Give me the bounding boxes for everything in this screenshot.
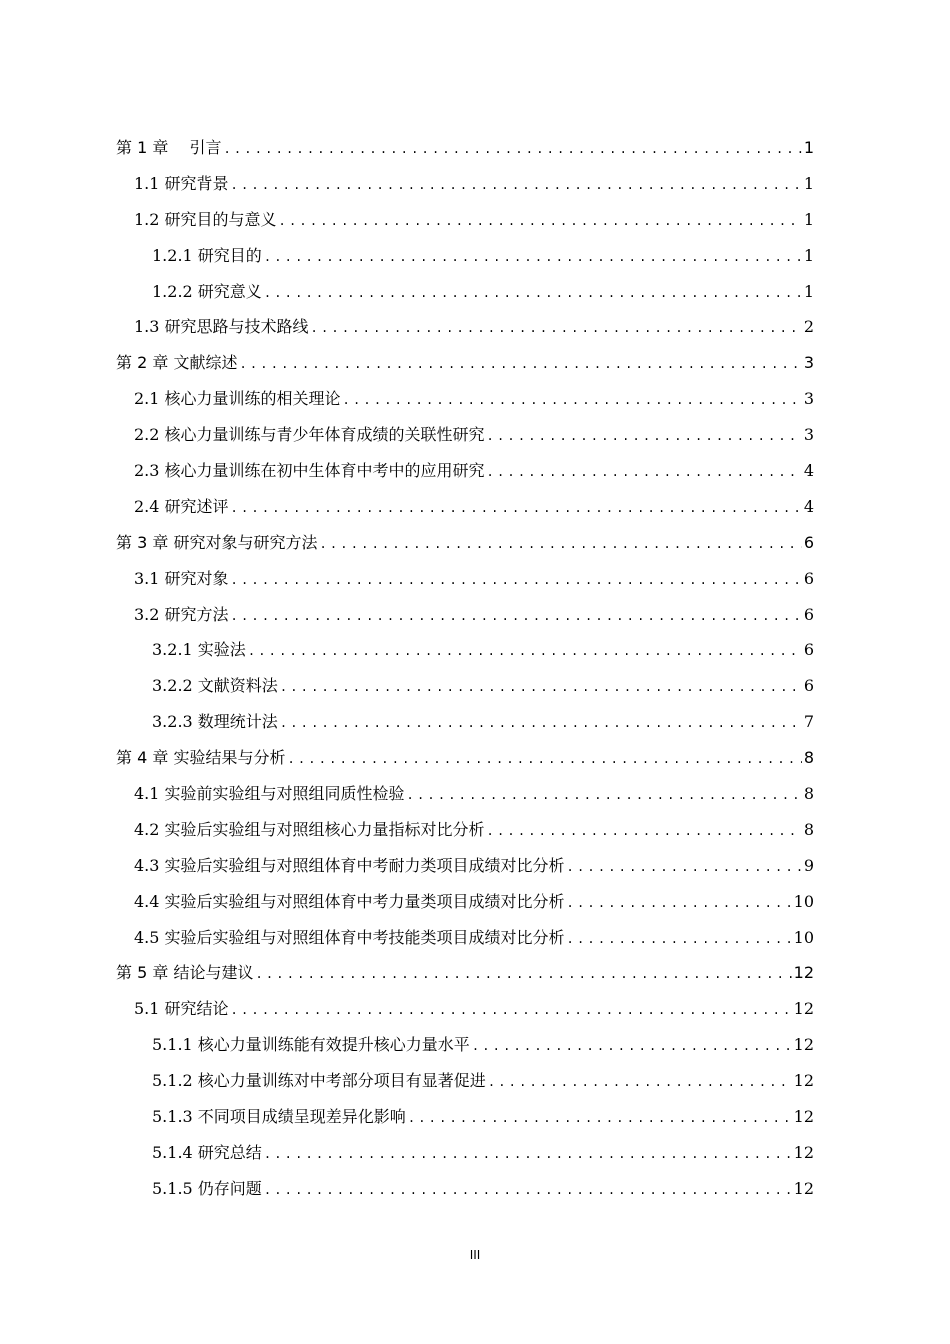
- toc-entry-title: 1.2.1 研究目的: [152, 245, 262, 265]
- dot-leader: [319, 537, 801, 551]
- toc-entry-title: 第 2 章 文献综述: [116, 353, 238, 373]
- toc-entry-page: 6: [803, 676, 814, 696]
- toc-section-entry[interactable]: [116, 1068, 814, 1104]
- dot-leader: [264, 250, 802, 264]
- toc-entry-page: 8: [803, 748, 814, 768]
- toc-entry-page: 9: [803, 855, 814, 875]
- dot-leader: [231, 501, 802, 515]
- dot-leader: [248, 644, 802, 658]
- toc-entry-title: 1.3 研究思路与技术路线: [134, 317, 309, 337]
- toc-entry-page: 7: [803, 712, 814, 732]
- toc-entry-title: 3.2 研究方法: [134, 604, 229, 624]
- toc-chapter-entry[interactable]: [116, 530, 814, 566]
- toc-entry-title: 1.2 研究目的与意义: [134, 209, 277, 229]
- toc-entry-page: 10: [793, 927, 814, 947]
- toc-chapter-entry[interactable]: [116, 745, 814, 781]
- toc-entry-page: 1: [803, 138, 814, 157]
- toc-entry-page: 1: [803, 209, 814, 229]
- toc-entry-page: 10: [793, 891, 814, 911]
- toc-entry-title: 4.3 实验后实验组与对照组体育中考耐力类项目成绩对比分析: [134, 855, 565, 875]
- dot-leader: [223, 142, 801, 156]
- dot-leader: [239, 357, 801, 371]
- dot-leader: [567, 896, 792, 910]
- toc-entry-title: 5.1 研究结论: [134, 999, 229, 1019]
- toc-entry-page: 12: [793, 1071, 814, 1091]
- toc-section-entry[interactable]: [116, 207, 814, 243]
- toc-entry-title: 2.4 研究述评: [134, 496, 229, 516]
- dot-leader: [487, 465, 802, 479]
- dot-leader: [311, 321, 802, 335]
- dot-leader: [487, 429, 802, 443]
- toc-entry-title: 第 5 章 结论与建议: [116, 963, 254, 983]
- toc-section-entry[interactable]: [116, 889, 814, 925]
- toc-section-entry[interactable]: [116, 171, 814, 207]
- toc-entry-title: 5.1.5 仍存问题: [152, 1178, 262, 1198]
- toc-entry-page: 6: [803, 640, 814, 660]
- dot-leader: [264, 1183, 792, 1197]
- toc-section-entry[interactable]: [116, 637, 814, 673]
- toc-entry-title: 3.2.2 文献资料法: [152, 676, 278, 696]
- toc-entry-page: 6: [803, 532, 814, 552]
- toc-entry-page: 3: [803, 353, 814, 373]
- dot-leader: [279, 214, 802, 228]
- toc-entry-title: 5.1.4 研究总结: [152, 1142, 262, 1162]
- toc-entry-title: 3.1 研究对象: [134, 568, 229, 588]
- toc-section-entry[interactable]: [116, 458, 814, 494]
- toc-entry-title: 4.1 实验前实验组与对照组同质性检验: [134, 784, 405, 804]
- toc-entry-title: 5.1.3 不同项目成绩呈现差异化影响: [152, 1107, 406, 1127]
- toc-entry-title: 3.2.1 实验法: [152, 640, 246, 660]
- toc-section-entry[interactable]: [116, 1140, 814, 1176]
- toc-section-entry[interactable]: [116, 925, 814, 961]
- toc-chapter-entry[interactable]: [116, 350, 814, 386]
- toc-entry-title: 第 3 章 研究对象与研究方法: [116, 532, 318, 552]
- dot-leader: [567, 860, 802, 874]
- toc-entry-page: 12: [793, 999, 814, 1019]
- dot-leader: [231, 1003, 792, 1017]
- toc-section-entry[interactable]: [116, 709, 814, 745]
- dot-leader: [231, 609, 802, 623]
- toc-entry-title: 5.1.1 核心力量训练能有效提升核心力量水平: [152, 1035, 470, 1055]
- toc-entry-page: 12: [793, 1178, 814, 1198]
- toc-section-entry[interactable]: [116, 602, 814, 638]
- toc-entry-title: 2.3 核心力量训练在初中生体育中考中的应用研究: [134, 461, 485, 481]
- toc-entry-title: 5.1.2 核心力量训练对中考部分项目有显著促进: [152, 1071, 486, 1091]
- toc-entry-page: 1: [803, 281, 814, 301]
- toc-section-entry[interactable]: [116, 314, 814, 350]
- toc-section-entry[interactable]: [116, 243, 814, 279]
- toc-section-entry[interactable]: [116, 494, 814, 530]
- toc-entry-page: 1: [803, 245, 814, 265]
- toc-entry-page: 2: [803, 317, 814, 337]
- toc-section-entry[interactable]: [116, 673, 814, 709]
- dot-leader: [472, 1039, 792, 1053]
- dot-leader: [264, 1147, 792, 1161]
- toc-entry-title: 2.1 核心力量训练的相关理论: [134, 389, 341, 409]
- toc-chapter-entry[interactable]: [116, 960, 814, 996]
- toc-entry-page: 4: [803, 461, 814, 481]
- dot-leader: [567, 932, 792, 946]
- toc-section-entry[interactable]: [116, 996, 814, 1032]
- toc-section-entry[interactable]: [116, 1032, 814, 1068]
- dot-leader: [280, 680, 802, 694]
- dot-leader: [407, 788, 802, 802]
- dot-leader: [343, 393, 802, 407]
- toc-entry-title: 4.2 实验后实验组与对照组核心力量指标对比分析: [134, 819, 485, 839]
- toc-section-entry[interactable]: [116, 1176, 814, 1212]
- toc-entry-page: 8: [803, 819, 814, 839]
- toc-entry-title: 4.5 实验后实验组与对照组体育中考技能类项目成绩对比分析: [134, 927, 565, 947]
- toc-entry-page: 1: [803, 173, 814, 193]
- toc-entry-title: 第 4 章 实验结果与分析: [116, 748, 286, 768]
- toc-entry-page: 6: [803, 568, 814, 588]
- toc-section-entry[interactable]: [116, 1104, 814, 1140]
- toc-section-entry[interactable]: [116, 422, 814, 458]
- toc-entry-page: 3: [803, 425, 814, 445]
- dot-leader: [264, 286, 802, 300]
- dot-leader: [287, 752, 801, 766]
- toc-section-entry[interactable]: [116, 279, 814, 315]
- toc-entry-title: 第 1 章 引言: [116, 138, 222, 157]
- toc-section-entry[interactable]: [116, 853, 814, 889]
- toc-section-entry[interactable]: [116, 781, 814, 817]
- dot-leader: [488, 1075, 792, 1089]
- toc-entry-page: 6: [803, 604, 814, 624]
- toc-entry-title: 1.2.2 研究意义: [152, 281, 262, 301]
- toc-entry-page: 12: [793, 963, 814, 983]
- dot-leader: [255, 967, 791, 981]
- toc-entry-page: 12: [793, 1035, 814, 1055]
- dot-leader: [280, 716, 802, 730]
- toc-entry-title: 4.4 实验后实验组与对照组体育中考力量类项目成绩对比分析: [134, 891, 565, 911]
- toc-chapter-entry[interactable]: [116, 135, 814, 171]
- dot-leader: [408, 1111, 792, 1125]
- page-number: III: [469, 1248, 481, 1262]
- toc-entry-title: 1.1 研究背景: [134, 173, 229, 193]
- toc-entry-page: 12: [793, 1107, 814, 1127]
- table-of-contents: [116, 135, 814, 1212]
- dot-leader: [487, 824, 802, 838]
- dot-leader: [231, 573, 802, 587]
- toc-section-entry[interactable]: [116, 386, 814, 422]
- toc-entry-page: 12: [793, 1142, 814, 1162]
- toc-entry-title: 2.2 核心力量训练与青少年体育成绩的关联性研究: [134, 425, 485, 445]
- toc-entry-page: 4: [803, 496, 814, 516]
- toc-entry-page: 8: [803, 784, 814, 804]
- dot-leader: [231, 178, 802, 192]
- toc-entry-page: 3: [803, 389, 814, 409]
- toc-entry-title: 3.2.3 数理统计法: [152, 712, 278, 732]
- toc-section-entry[interactable]: [116, 817, 814, 853]
- toc-section-entry[interactable]: [116, 566, 814, 602]
